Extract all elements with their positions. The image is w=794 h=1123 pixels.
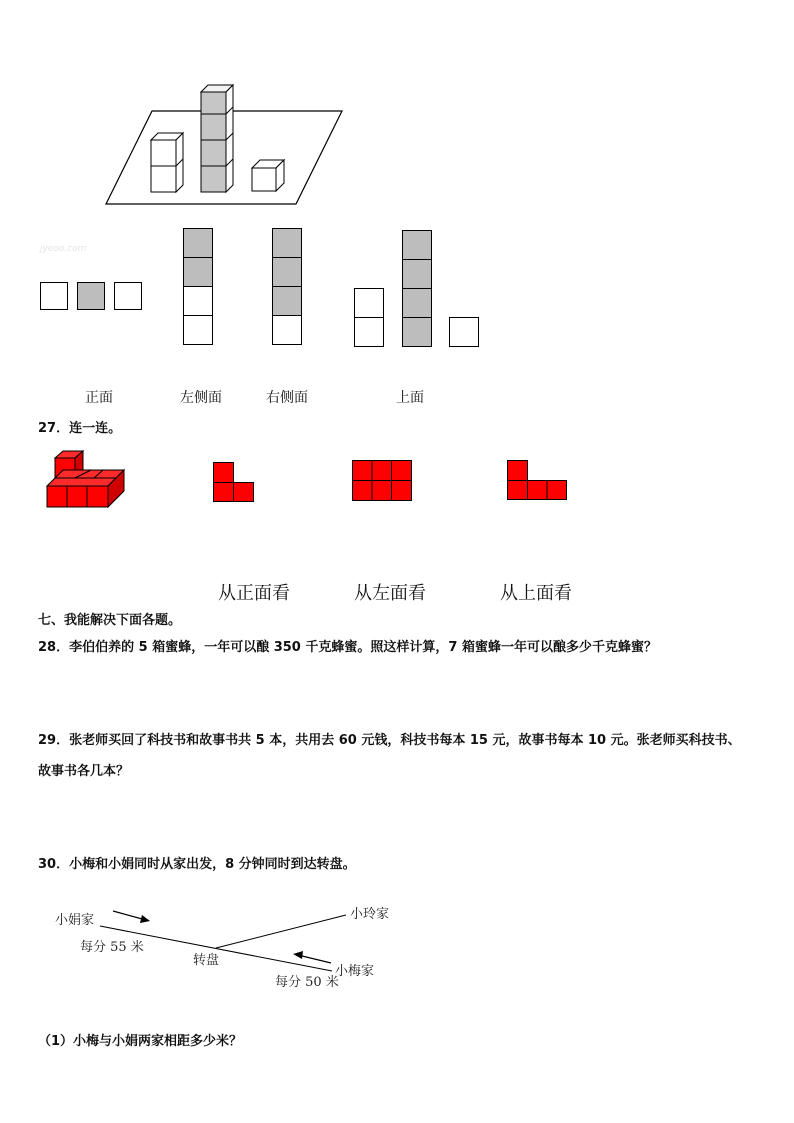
q28-text: 28．李伯伯养的 5 箱蜜蜂，一年可以酿 350 千克蜂蜜。照这样计算，7 箱蜜蜂一年可以酿多少千克蜂蜜？ (38, 640, 657, 655)
q27-red-long-L-shape (506, 459, 568, 501)
view-title-top: 从上面看 (500, 583, 572, 604)
label-speed-mei: 每分 50 米 (275, 975, 339, 990)
view-title-front: 从正面看 (218, 583, 290, 604)
view-title-left: 从左面看 (354, 583, 426, 604)
q29-text-line1: 29．张老师买回了科技书和故事书共 5 本，共用去 60 元钱，科技书每本 15 元，故事书每本 10 元。张老师买科技书、 (38, 733, 741, 748)
q30-route-diagram (50, 900, 400, 995)
q27-red-solid-figure (44, 448, 128, 510)
section7-title: 七、我能解决下面各题。 (38, 613, 182, 628)
q30-sub1: （1）小梅与小娟两家相距多少米？ (38, 1034, 243, 1049)
label-speed-juan: 每分 55 米 (80, 940, 144, 955)
q29-text-line2: 故事书各几本？ (38, 764, 130, 779)
label-right-side: 右侧面 (266, 390, 308, 406)
label-top: 上面 (396, 390, 424, 406)
q27-red-2x3-grid (351, 459, 413, 502)
label-front: 正面 (85, 390, 113, 406)
label-roundabout: 转盘 (193, 953, 220, 968)
q27-red-L-shape (212, 461, 256, 503)
label-xiaojuan-home: 小娟家 (55, 913, 95, 928)
q27-title: 27．连一连。 (38, 421, 122, 436)
watermark: jyeoo.com (40, 244, 87, 254)
cube-arrangement-figure (100, 80, 350, 210)
q30-text: 30．小梅和小娟同时从家出发，8 分钟同时到达转盘。 (38, 857, 356, 872)
label-xiaoling-home: 小玲家 (350, 907, 390, 922)
label-xiaomei-home: 小梅家 (335, 964, 375, 979)
label-left-side: 左侧面 (180, 390, 222, 406)
